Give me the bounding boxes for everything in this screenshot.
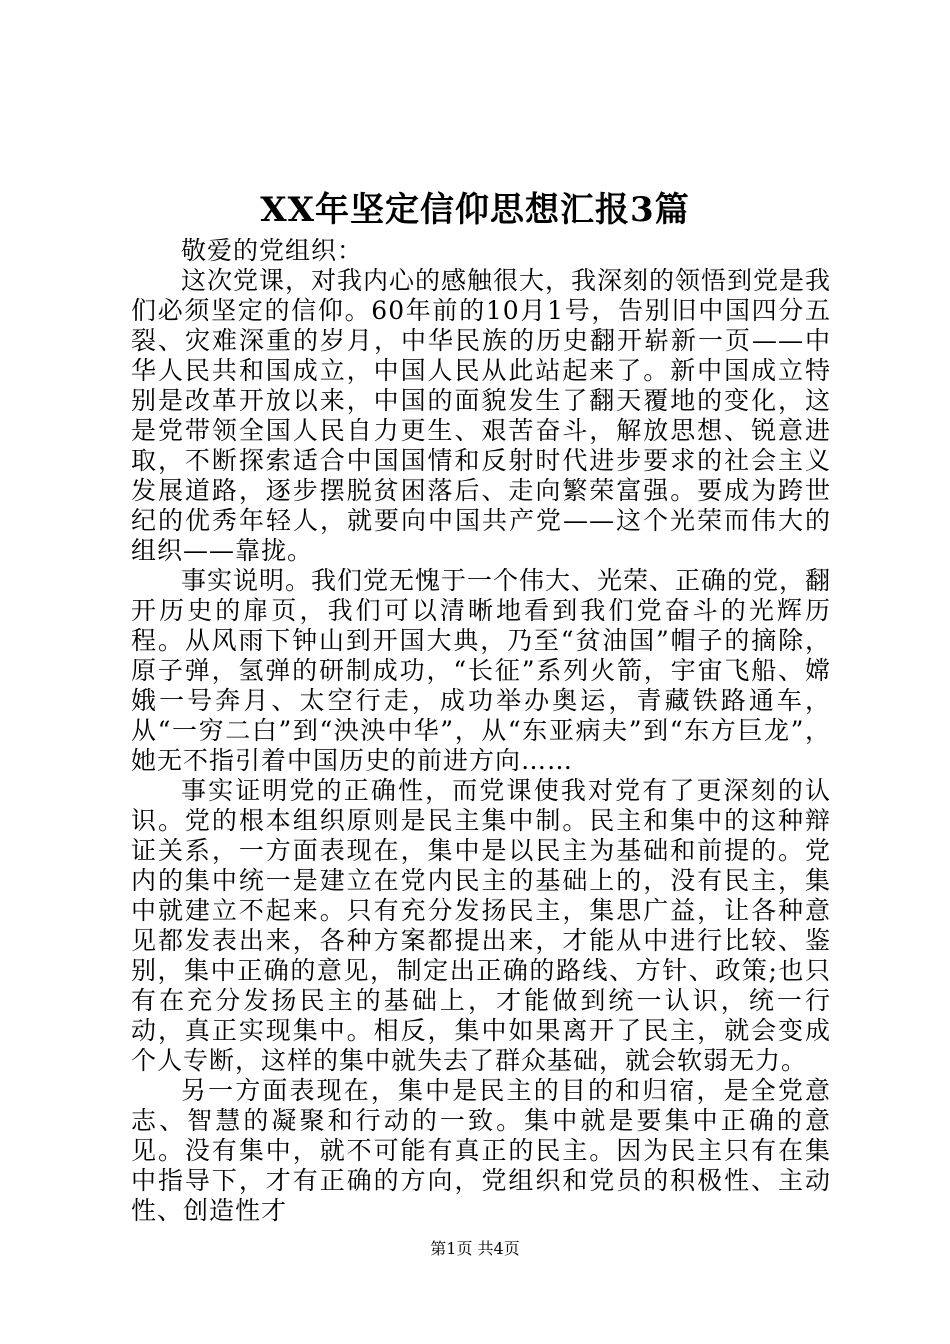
paragraph-1: 这次党课，对我内心的感触很大，我深刻的领悟到党是我们必须坚定的信仰。60年前的10月1号，告别旧中国四分五裂、灾难深重的岁月，中华民族的历史翻开崭新一页——中华人民共和国成立，中国人民从此站起来了。新中国成立特别是改革开放以来，中国的面貌发生了翻天覆地的变化，这是党带领全国人民自力更生、艰苦奋斗，解放思想、锐意进取，不断探索适合中国国情和反射时代进步要求的社会主义发展道路，逐步摆脱贫困落后、走向繁荣富强。要成为跨世纪的优秀年轻人，就要向中国共产党——这个光荣而伟大的组织——靠拢。: [131, 266, 832, 565]
document-title: XX年坚定信仰思想汇报3篇: [260, 190, 690, 230]
paragraph-4: 另一方面表现在，集中是民主的目的和归宿，是全党意志、智慧的凝聚和行动的一致。集中就是要集中正确的意见。没有集中，就不可能有真正的民主。因为民主只有在集中指导下，才有正确的方向，党组织和党员的积极性、主动性、创造性才: [131, 1076, 831, 1225]
page-number-footer: 第1页 共4页: [430, 1239, 520, 1258]
paragraph-2: 事实说明。我们党无愧于一个伟大、光荣、正确的党，翻开历史的扉页，我们可以清晰地看到我们党奋斗的光辉历程。从风雨下钟山到开国大典，乃至“贫油国”帽子的摘除，原子弹，氢弹的研制成功，“长征”系列火箭，宇宙飞船、嫦娥一号奔月、太空行走，成功举办奥运，青藏铁路通车，从“一穷二白”到“泱泱中华”，从“东亚病夫”到“东方巨龙”，她无不指引着中国历史的前进方向……: [131, 566, 832, 775]
document-body: [131, 236, 831, 1226]
paragraph-3: 事实证明党的正确性，而党课使我对党有了更深刻的认识。党的根本组织原则是民主集中制。民主和集中的这种辩证关系，一方面表现在，集中是以民主为基础和前提的。党内的集中统一是建立在党内民主的基础上的，没有民主，集中就建立不起来。只有充分发扬民主，集思广益，让各种意见都发表出来，各种方案都提出来，才能从中进行比较、鉴别，集中正确的意见，制定出正确的路线、方针、政策;也只有在充分发扬民主的基础上，才能做到统一认识，统一行动，真正实现集中。相反，集中如果离开了民主，就会变成个人专断，这样的集中就失去了群众基础，就会软弱无力。: [131, 776, 831, 1075]
greeting-line: 敬爱的党组织：: [181, 236, 364, 265]
